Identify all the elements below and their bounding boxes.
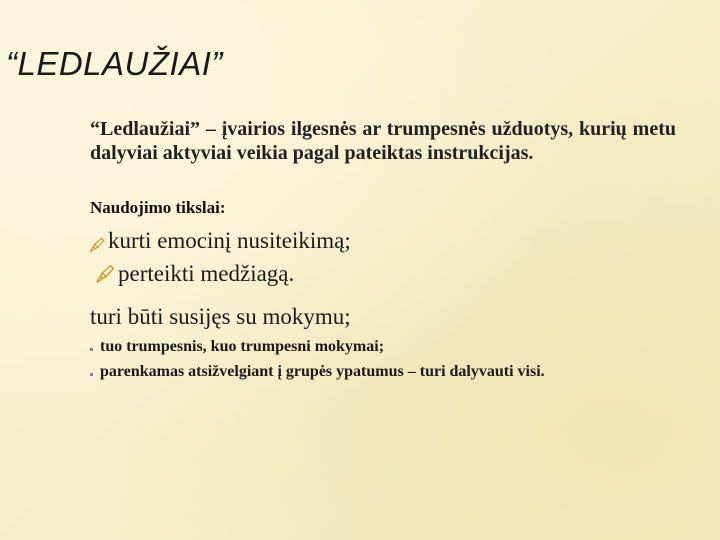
list-item-text: perteikti medžiagą. (118, 261, 295, 286)
bullet-dot-icon (90, 373, 93, 376)
bullet-dot-icon (90, 348, 93, 351)
sub-list-item (90, 363, 545, 381)
sub-list-item-text: parenkamas atsižvelgiant į grupės ypatumus – turi dalyvauti visi. (100, 363, 545, 380)
sub-list-item-text: tuo trumpesnis, kuo trumpesni mokymai; (100, 338, 385, 355)
pen-nib-icon (94, 263, 116, 285)
pen-nib-icon (88, 236, 106, 254)
sub-list-item (90, 338, 384, 356)
slide-title: “LEDLAUŽIAI” (6, 45, 223, 82)
goals-heading: Naudojimo tikslai: (90, 198, 226, 217)
definition-paragraph: “Ledlaužiai” – įvairios ilgesnės ar trumpesnės užduotys, kurių metu dalyviai aktyviai veikia pagal pateiktas instrukcijas. (90, 118, 676, 164)
list-item-text: kurti emocinį nusiteikimą; (108, 228, 351, 253)
list-item (94, 261, 294, 287)
list-item-text: turi būti susijęs su mokymu; (90, 304, 351, 329)
list-item (88, 228, 351, 254)
list-item (90, 304, 351, 330)
